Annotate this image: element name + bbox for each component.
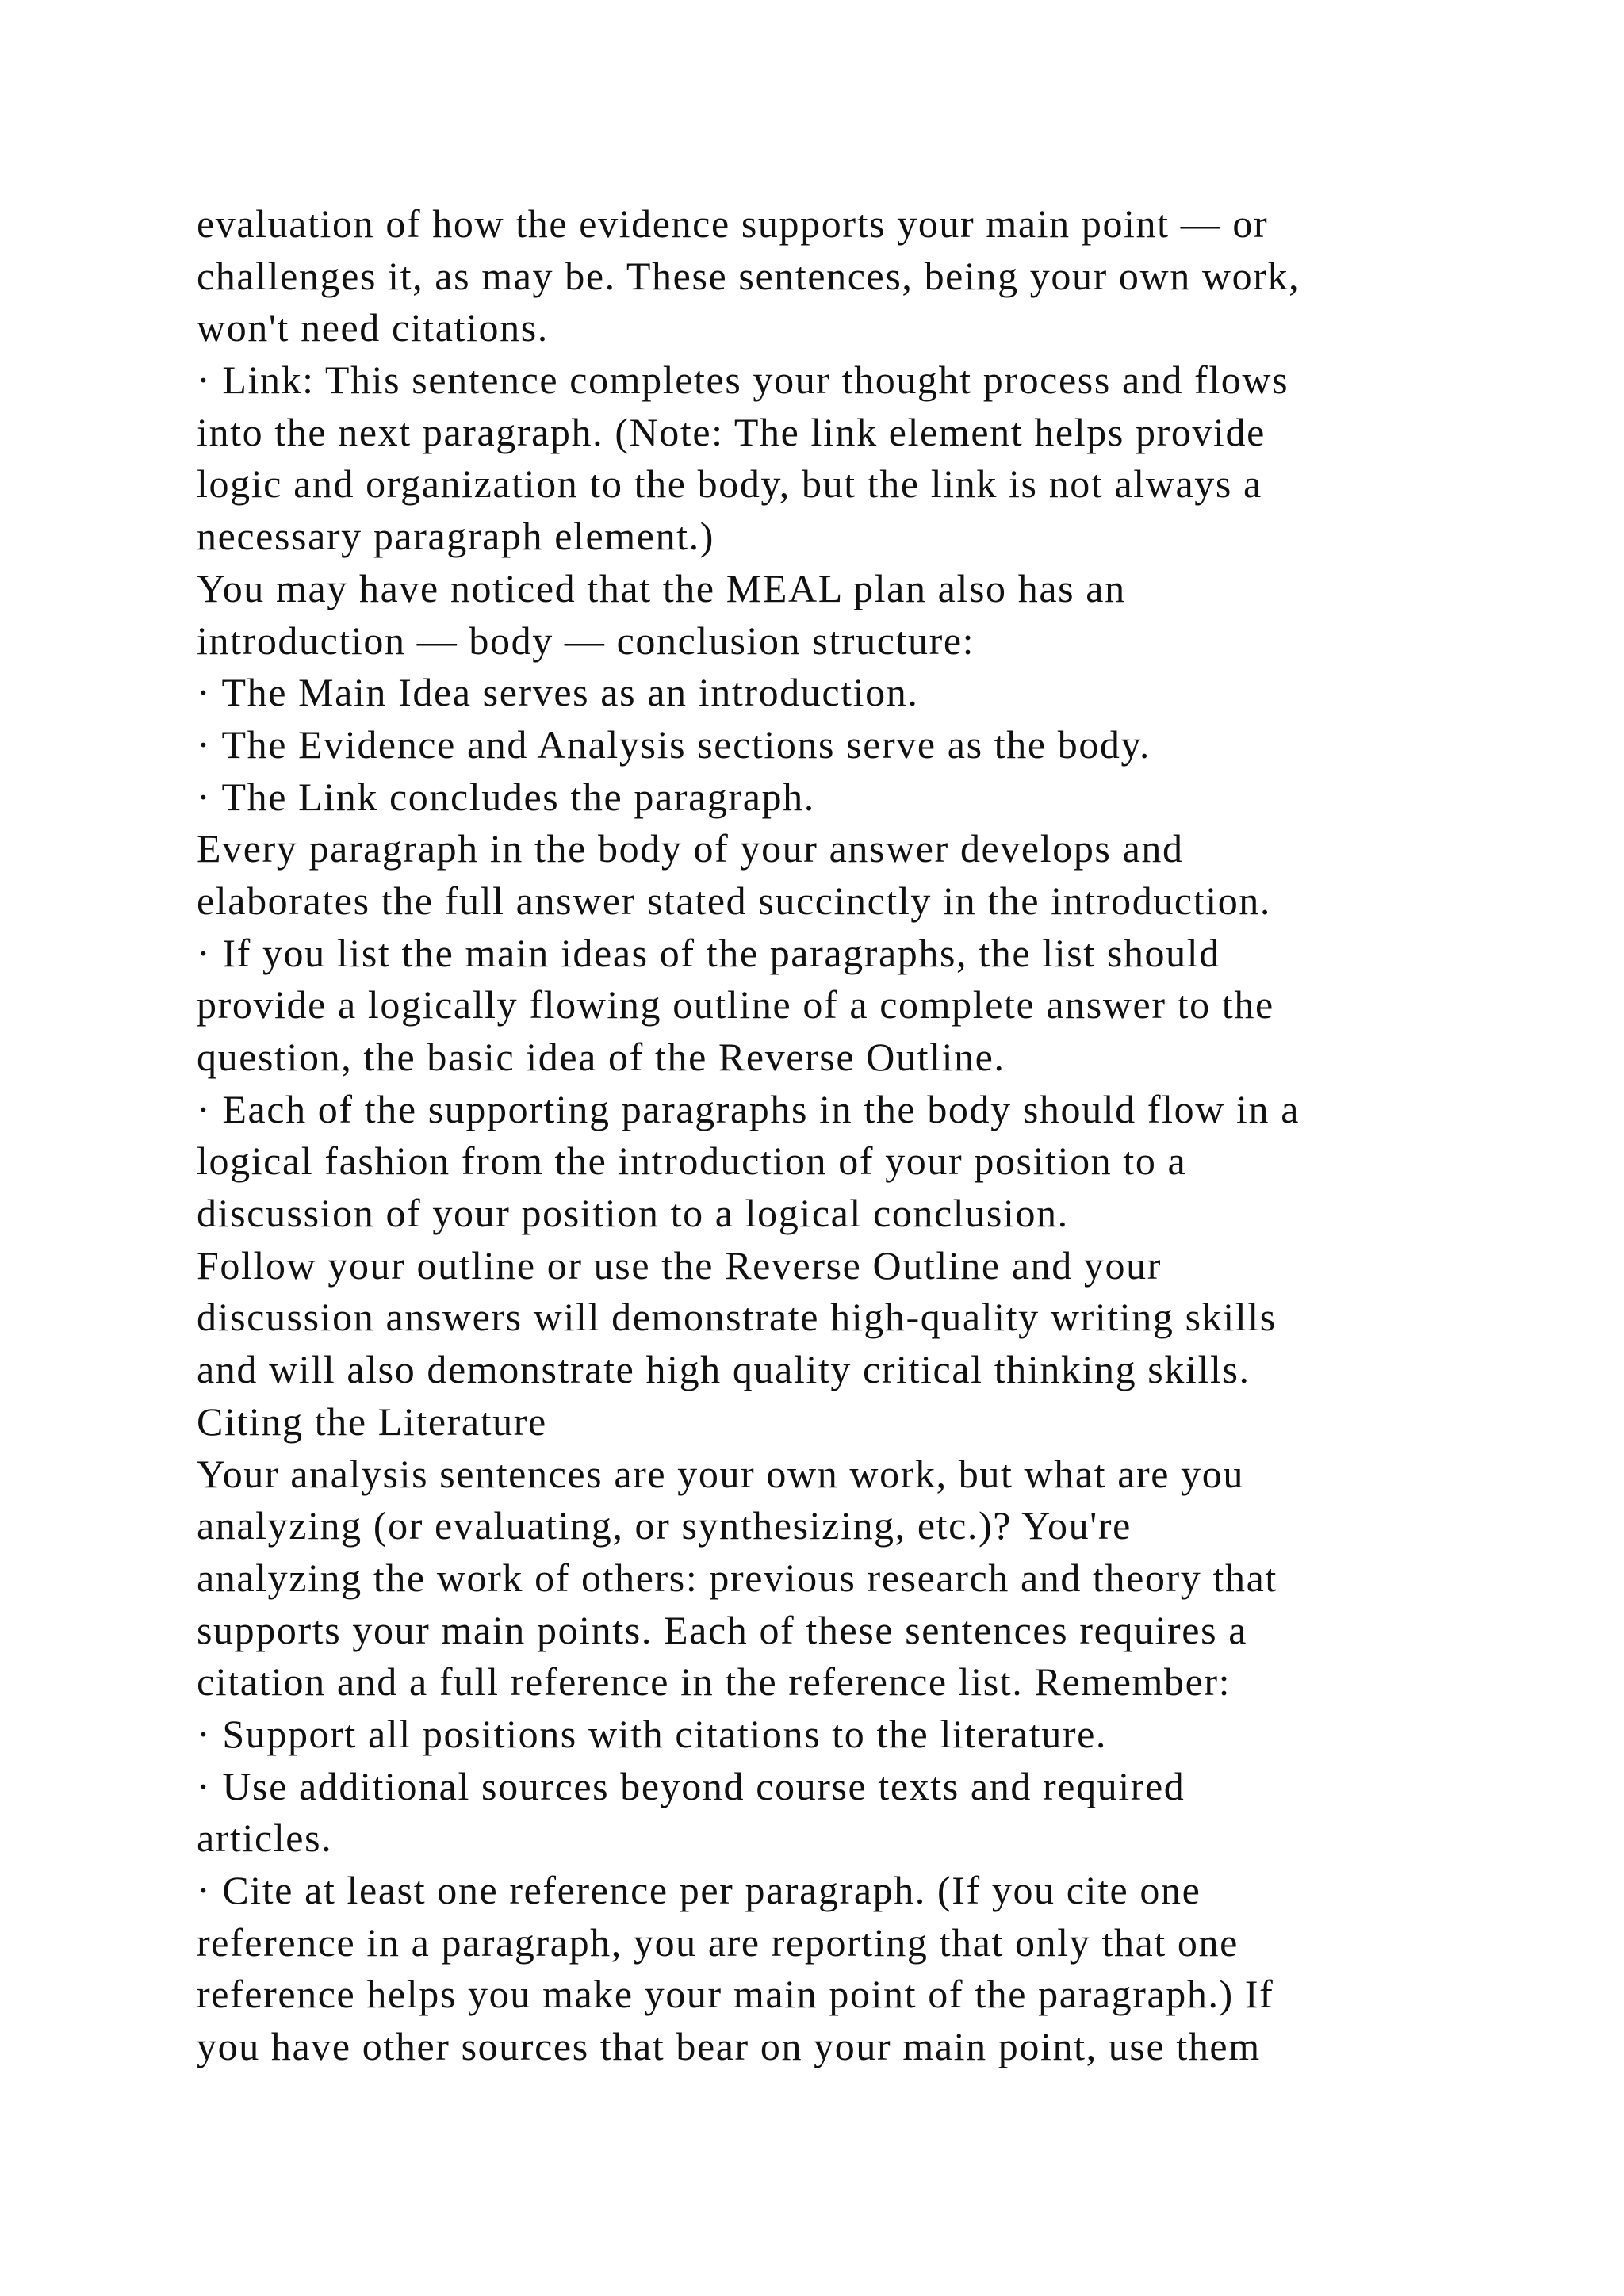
bullet-line: · The Evidence and Analysis sections serve as the body. — [197, 721, 1151, 767]
section-heading: Citing the Literature — [197, 1399, 547, 1444]
text-line: discussion of your position to a logical conclusion. — [197, 1191, 1069, 1236]
text-line: elaborates the full answer stated succinctly in the introduction. — [197, 878, 1272, 923]
bullet-line: · The Link concludes the paragraph. — [197, 774, 815, 819]
text-line: challenges it, as may be. These sentences, being your own work, — [197, 253, 1300, 298]
text-line: into the next paragraph. (Note: The link element helps provide — [197, 409, 1266, 454]
text-line: citation and a full reference in the reference list. Remember: — [197, 1659, 1231, 1705]
text-line: logic and organization to the body, but the link is not always a — [197, 461, 1262, 507]
text-line: Your analysis sentences are your own work, but what are you — [197, 1451, 1244, 1496]
text-line: articles. — [197, 1816, 333, 1861]
text-line: provide a logically flowing outline of a complete answer to the — [197, 982, 1274, 1027]
text-line: question, the basic idea of the Reverse Outline. — [197, 1035, 1005, 1079]
text-line: won't need citations. — [197, 305, 549, 350]
text-line: reference helps you make your main point of the paragraph.) If — [197, 1972, 1274, 2017]
bullet-line: · Each of the supporting paragraphs in the body should flow in a — [197, 1086, 1300, 1131]
bullet-line: · Link: This sentence completes your thought process and flows — [197, 358, 1289, 403]
text-line: reference in a paragraph, you are reporting that only that one — [197, 1919, 1239, 1965]
text-line: introduction — body — conclusion structure: — [197, 618, 975, 663]
text-line: You may have noticed that the MEAL plan also has an — [197, 565, 1126, 610]
text-line: supports your main points. Each of these sentences requires a — [197, 1607, 1248, 1652]
text-line: Every paragraph in the body of your answer develops and — [197, 826, 1184, 871]
text-line: Follow your outline or use the Reverse Outline and your — [197, 1242, 1162, 1288]
text-line: analyzing (or evaluating, or synthesizing, etc.)? You're — [197, 1503, 1132, 1548]
text-line: you have other sources that bear on your main point, use them — [197, 2024, 1261, 2069]
document-body-text — [197, 198, 1465, 2073]
bullet-line: · If you list the main ideas of the paragraphs, the list should — [197, 930, 1220, 975]
bullet-line: · Support all positions with citations to the literature. — [197, 1711, 1107, 1756]
bullet-line: · The Main Idea serves as an introduction. — [197, 670, 919, 715]
bullet-line: · Cite at least one reference per paragraph. (If you cite one — [197, 1868, 1201, 1912]
text-line: evaluation of how the evidence supports your main point — or — [197, 201, 1269, 246]
bullet-line: · Use additional sources beyond course texts and required — [197, 1763, 1185, 1808]
text-line: logical fashion from the introduction of your position to a — [197, 1138, 1187, 1184]
text-line: analyzing the work of others: previous research and theory that — [197, 1555, 1277, 1600]
text-line: and will also demonstrate high quality critical thinking skills. — [197, 1347, 1251, 1392]
text-line: discussion answers will demonstrate high-quality writing skills — [197, 1295, 1277, 1340]
text-line: necessary paragraph element.) — [197, 514, 715, 559]
